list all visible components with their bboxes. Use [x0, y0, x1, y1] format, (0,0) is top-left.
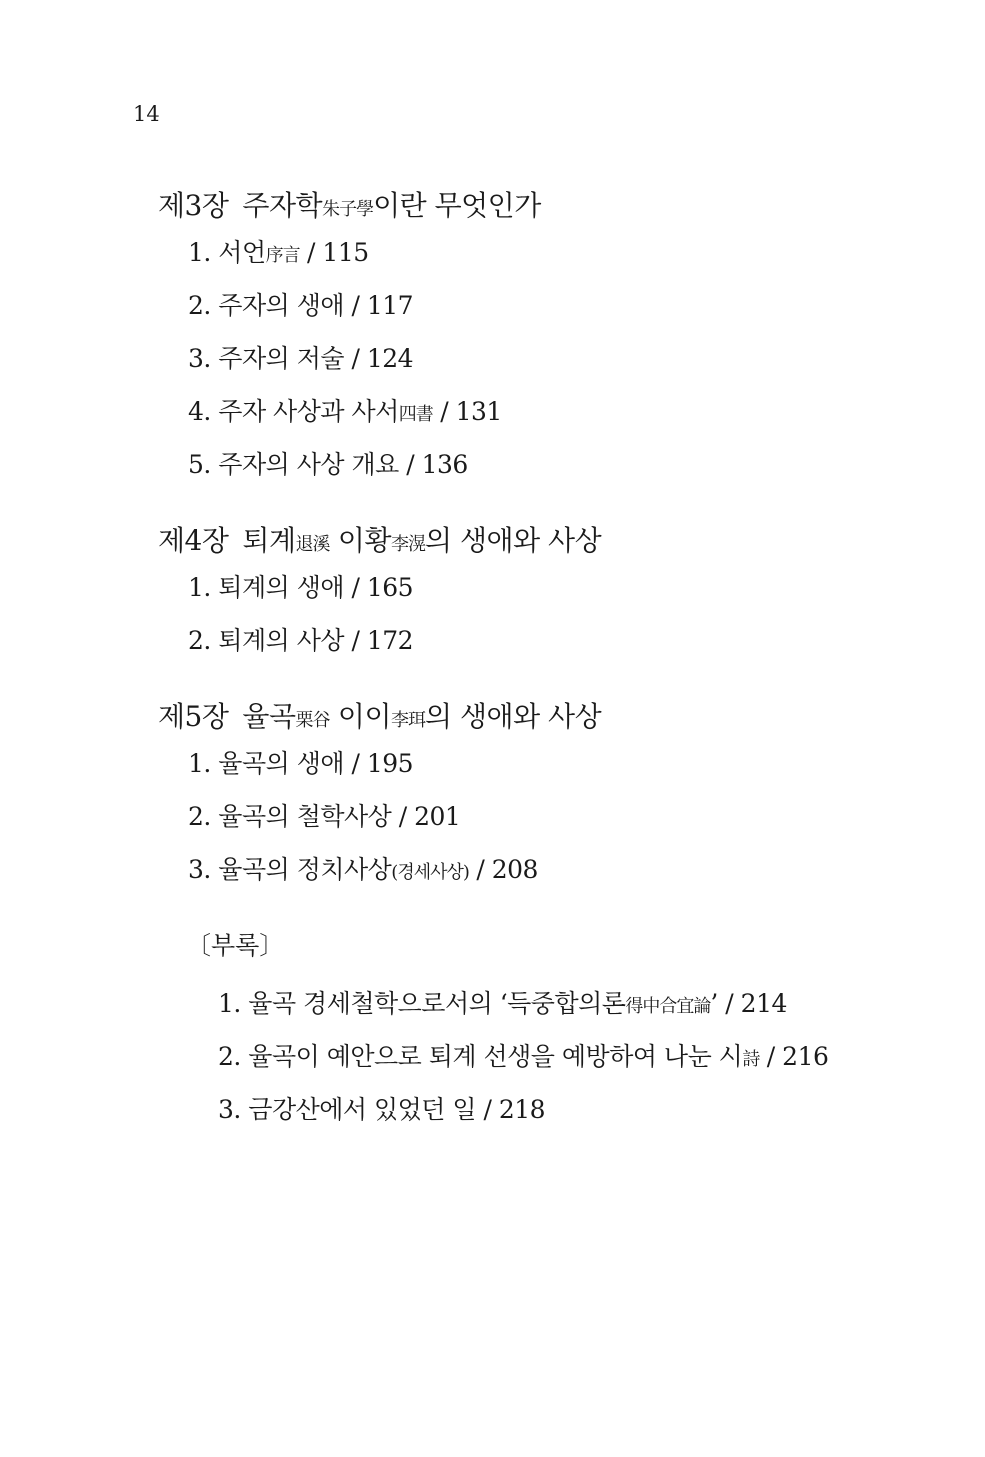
toc-entry [158, 385, 938, 438]
chapter-title-text: 율곡 [242, 700, 296, 733]
entry-page: / 195 [344, 749, 414, 778]
appendix [158, 926, 938, 1136]
chapter-items [158, 226, 938, 491]
appendix-items [158, 977, 938, 1136]
entry-title: 2. 율곡이 예안으로 퇴계 선생을 예방하여 나눈 시 [218, 1042, 743, 1071]
entry-title: 2. 주자의 생애 [188, 291, 344, 320]
chapter-title-text: 이란 무엇인가 [373, 189, 541, 222]
chapter-title-text: 이황 [329, 524, 392, 557]
chapter-title-text: 퇴계 [242, 524, 296, 557]
toc-entry [158, 438, 938, 491]
entry-title: 1. 율곡 경세철학으로서의 ‘득중합의론 [218, 989, 626, 1018]
chapter-title-hanja: 李珥 [391, 710, 426, 731]
appendix-title: 〔부록〕 [186, 931, 285, 960]
chapter-title-text: 의 생애와 사상 [425, 700, 602, 733]
entry-page: / 216 [759, 1042, 829, 1071]
entry-page: / 172 [344, 626, 414, 655]
chapter-items [158, 561, 938, 667]
entry-title: 1. 퇴계의 생애 [188, 573, 344, 602]
entry-page: / 124 [344, 344, 414, 373]
chapter-title-text: 이이 [329, 700, 392, 733]
entry-page: / 201 [391, 802, 461, 831]
chapter-number: 제5장 [158, 700, 229, 733]
toc-entry [158, 1083, 938, 1136]
entry-page: ’ / 214 [710, 989, 787, 1018]
entry-title: 1. 율곡의 생애 [188, 749, 344, 778]
entry-page: / 136 [398, 450, 468, 479]
toc-entry [158, 614, 938, 667]
chapter-title-hanja: 退溪 [295, 534, 330, 555]
chapter-5 [158, 697, 938, 896]
chapter-3 [158, 186, 938, 491]
toc-entry [158, 1030, 938, 1083]
toc-entry [158, 561, 938, 614]
chapter-title [158, 697, 938, 737]
toc-entry [158, 790, 938, 843]
entry-page: / 165 [344, 573, 414, 602]
entry-title: 2. 율곡의 철학사상 [188, 802, 392, 831]
entry-title: 5. 주자의 사상 개요 [188, 450, 399, 479]
chapter-title-text: 의 생애와 사상 [425, 524, 602, 557]
entry-hanja: 四書 [398, 404, 433, 425]
entry-hanja: (경세사상) [391, 862, 469, 883]
table-of-contents [158, 186, 938, 1136]
entry-title: 2. 퇴계의 사상 [188, 626, 344, 655]
chapter-4 [158, 521, 938, 667]
chapter-title-hanja: 栗谷 [295, 710, 330, 731]
chapter-title [158, 521, 938, 561]
entry-title: 3. 주자의 저술 [188, 344, 344, 373]
entry-page: / 115 [299, 238, 369, 267]
chapter-items [158, 737, 938, 896]
entry-hanja: 序言 [265, 245, 300, 266]
chapter-title-hanja: 李滉 [391, 534, 426, 555]
entry-page: / 131 [432, 397, 502, 426]
toc-entry [158, 332, 938, 385]
page-number: 14 [133, 102, 160, 126]
toc-entry [158, 843, 938, 896]
entry-hanja: 得中合宜論 [625, 996, 711, 1017]
toc-entry [158, 226, 938, 279]
entry-title: 3. 율곡의 정치사상 [188, 855, 392, 884]
entry-hanja: 詩 [742, 1049, 760, 1070]
entry-page: / 117 [344, 291, 414, 320]
chapter-number: 제3장 [158, 189, 229, 222]
toc-entry [158, 737, 938, 790]
entry-title: 3. 금강산에서 있었던 일 [218, 1095, 477, 1124]
chapter-title [158, 186, 938, 226]
entry-page: / 208 [468, 855, 538, 884]
toc-entry [158, 977, 938, 1030]
chapter-title-text: 주자학 [242, 189, 323, 222]
chapter-title-hanja: 朱子學 [322, 199, 374, 220]
entry-title: 4. 주자 사상과 사서 [188, 397, 399, 426]
entry-title: 1. 서언 [188, 238, 266, 267]
chapter-number: 제4장 [158, 524, 229, 557]
entry-page: / 218 [476, 1095, 546, 1124]
toc-entry [158, 279, 938, 332]
